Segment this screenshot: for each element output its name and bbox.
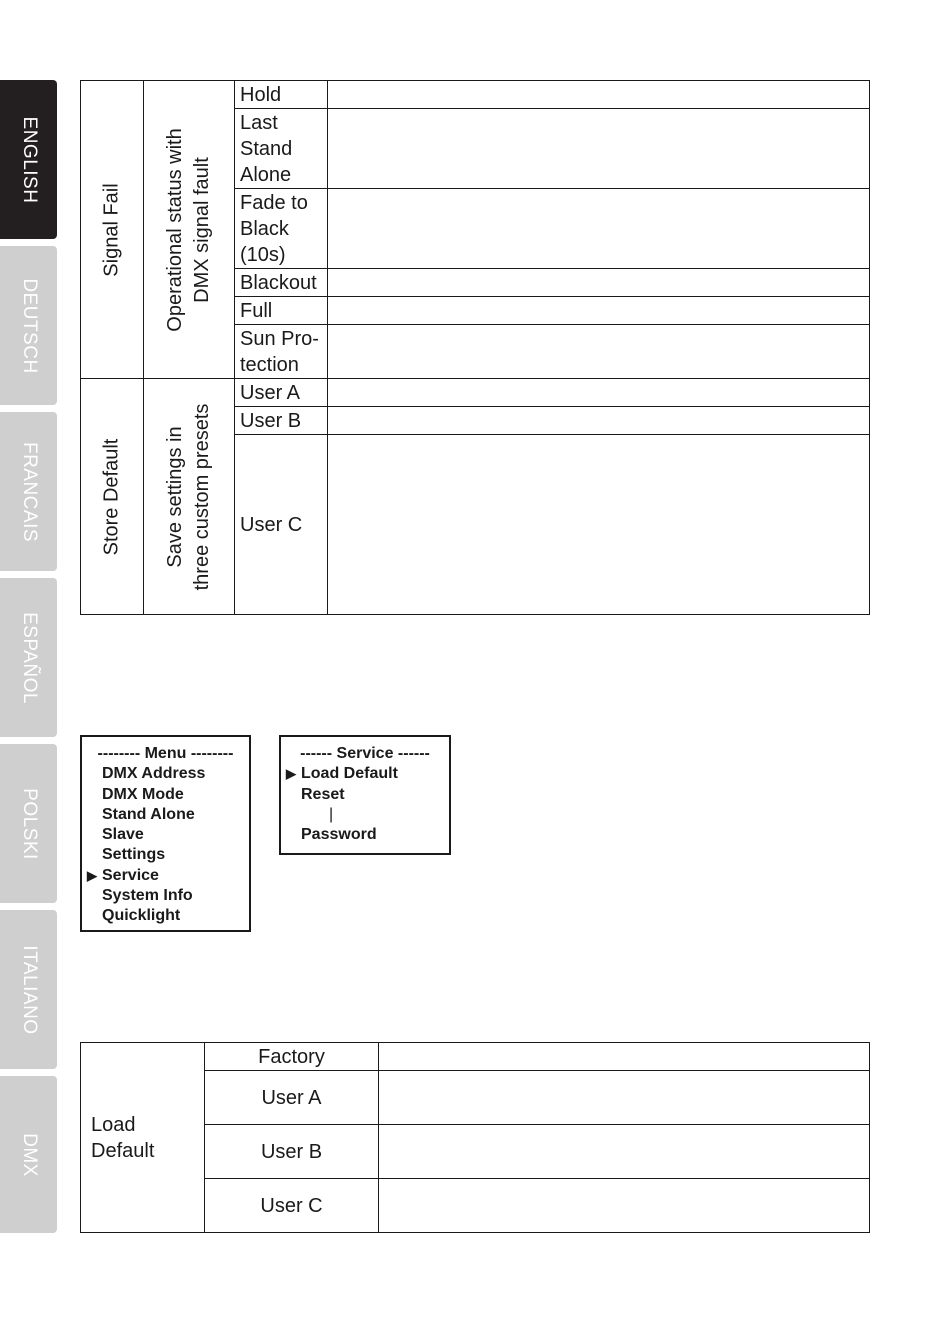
option-desc xyxy=(328,297,870,325)
option-desc xyxy=(328,325,870,379)
option-desc xyxy=(328,269,870,297)
menu-item-label: Service xyxy=(102,866,159,884)
tab-label: ESPAÑOL xyxy=(18,611,40,704)
group-name: Store Default xyxy=(100,438,123,555)
option-desc xyxy=(379,1043,870,1071)
tab-label: FRANCAIS xyxy=(18,441,40,542)
group-desc-cell xyxy=(144,379,235,615)
settings-table xyxy=(80,80,870,615)
option-label: User C xyxy=(235,435,328,615)
option-desc xyxy=(328,189,870,269)
option-label: User B xyxy=(235,407,328,435)
tab-label: ITALIANO xyxy=(18,944,40,1035)
tab-polski[interactable] xyxy=(0,744,57,903)
service-item-password[interactable] xyxy=(281,825,449,845)
option-label: Factory xyxy=(205,1043,379,1071)
option-label: User C xyxy=(205,1179,379,1233)
tab-francais[interactable] xyxy=(0,412,57,571)
tab-label: ENGLISH xyxy=(18,116,40,203)
group-desc-cell xyxy=(144,81,235,379)
lcd-service-menu xyxy=(279,735,451,855)
tab-label: DEUTSCH xyxy=(18,277,40,374)
option-label: Fade to Black (10s) xyxy=(235,189,328,269)
option-desc xyxy=(328,109,870,189)
selection-arrow-icon: ▶ xyxy=(286,766,296,782)
load-default-table xyxy=(80,1042,870,1233)
option-label: User A xyxy=(205,1071,379,1125)
service-item-label: Password xyxy=(301,826,377,844)
group-desc: Save settings in three custom presets xyxy=(164,403,213,590)
tab-label: DMX xyxy=(18,1132,40,1177)
menu-item-label: System Info xyxy=(102,887,193,905)
load-default-label: Load Default xyxy=(81,1043,205,1233)
service-item-label: Reset xyxy=(301,785,345,803)
menu-item-dmx-mode[interactable] xyxy=(82,785,249,805)
option-desc xyxy=(379,1071,870,1125)
menu-item-label: Slave xyxy=(102,826,144,844)
group-name-cell xyxy=(81,81,144,379)
tab-english[interactable] xyxy=(0,80,57,239)
option-desc xyxy=(328,435,870,615)
service-item-load-default[interactable] xyxy=(281,764,449,784)
option-desc xyxy=(379,1125,870,1179)
menu-item-quicklight[interactable] xyxy=(82,906,249,926)
option-desc xyxy=(328,407,870,435)
menu-header: -------- Menu -------- xyxy=(97,745,234,762)
menu-item-label: DMX Address xyxy=(102,765,206,783)
option-desc xyxy=(328,81,870,109)
option-desc xyxy=(328,379,870,407)
menu-item-label: Stand Alone xyxy=(102,805,195,823)
menu-item-label: Settings xyxy=(102,846,166,864)
option-label: Last Stand Alone xyxy=(235,109,328,189)
tab-italiano[interactable] xyxy=(0,910,57,1069)
menu-item-label: DMX Mode xyxy=(102,785,184,803)
menu-item-label: Quicklight xyxy=(102,907,181,925)
lcd-menu xyxy=(80,735,251,932)
service-separator: | xyxy=(329,805,334,823)
option-label: User A xyxy=(235,379,328,407)
tab-deutsch[interactable] xyxy=(0,246,57,405)
menu-item-service[interactable] xyxy=(82,866,249,886)
group-desc: Operational status with DMX signal fault xyxy=(164,127,213,332)
option-label: Sun Pro- tection xyxy=(235,325,328,379)
option-desc xyxy=(379,1179,870,1233)
menu-item-dmx-address[interactable] xyxy=(82,764,249,784)
option-label: Blackout xyxy=(235,269,328,297)
group-name: Signal Fail xyxy=(100,182,123,277)
option-label: User B xyxy=(205,1125,379,1179)
service-item-label: Load Default xyxy=(301,765,398,783)
option-label: Full xyxy=(235,297,328,325)
option-label: Hold xyxy=(235,81,328,109)
service-header: ------ Service ------ xyxy=(300,745,430,762)
menu-item-system-info[interactable] xyxy=(82,886,249,906)
selection-arrow-icon: ▶ xyxy=(87,867,97,883)
tab-espanol[interactable] xyxy=(0,578,57,737)
menu-item-slave[interactable] xyxy=(82,825,249,845)
service-item-reset[interactable] xyxy=(281,785,449,805)
menu-item-settings[interactable] xyxy=(82,845,249,865)
tab-dmx[interactable] xyxy=(0,1076,57,1233)
group-name-cell xyxy=(81,379,144,615)
menu-item-stand-alone[interactable] xyxy=(82,805,249,825)
tab-label: POLSKI xyxy=(18,787,40,860)
